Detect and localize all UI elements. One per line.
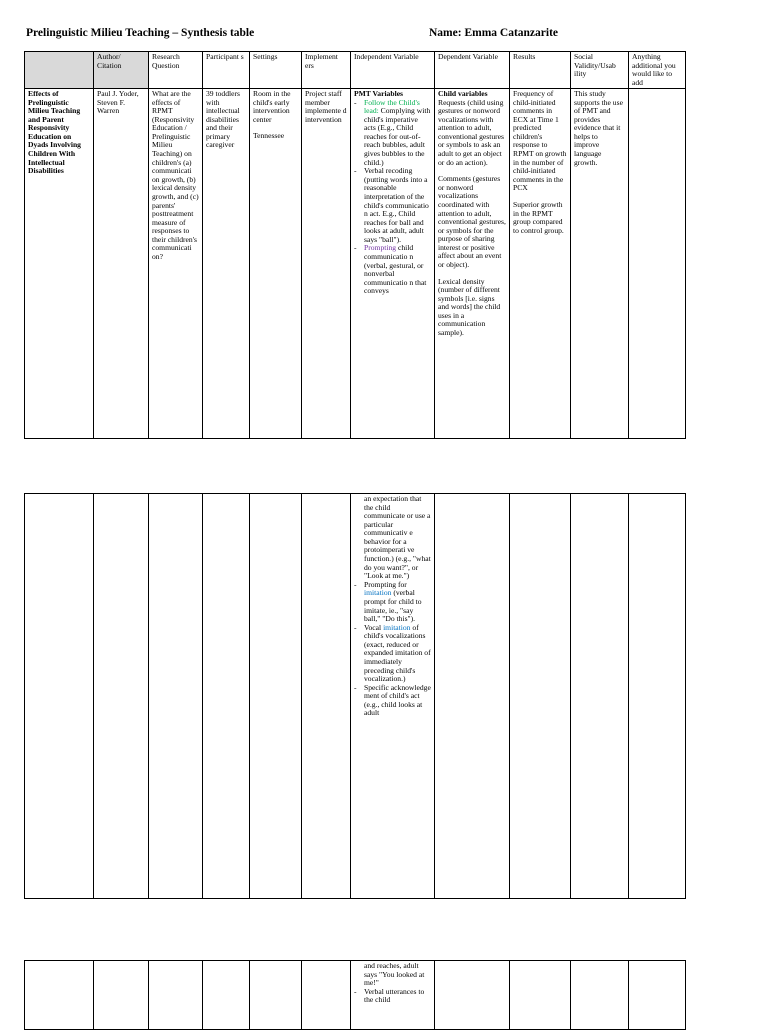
study-title-cell: Effects of Prelinguistic Milieu Teaching and Parent Responsivity Education on Dyads Involving Children With Intellectual Disabilities [25, 89, 94, 439]
header-cell-social-validity: Social Validity/Usab ility [571, 52, 629, 89]
independent-variable-cell [351, 494, 435, 899]
author-cell: Paul J. Yoder, Steven F. Warren [94, 89, 149, 439]
header-cell-results: Results [510, 52, 571, 89]
settings-cell [250, 89, 302, 439]
iv-continuation: and reaches, adult says "You looked at me!" [364, 961, 425, 988]
table-cell [203, 494, 250, 899]
iv-title: PMT Variables [354, 89, 404, 98]
iv-bullet: - Follow the Child's lead: Complying with child's imperative acts (E.g., Child reaches for out-of-reach bubbles, adult gives bubbles to the child.) [354, 97, 431, 167]
table-cell [25, 494, 94, 899]
dependent-variable-cell [435, 89, 510, 439]
header-cell-question: Research Question [149, 52, 203, 89]
table-cell [435, 961, 510, 1030]
synthesis-table-page-1 [24, 51, 686, 439]
header-cell-author: Author/ Citation [94, 52, 149, 89]
results-cell [510, 89, 571, 439]
iv-bullet: - Specific acknowledge ment of child's act (e.g., child looks at adult [354, 682, 431, 718]
iv-bullet: - Prompting child communicatio n (verbal, gestural, or nonverbal communicatio n that conveys [354, 243, 427, 296]
additional-cell [629, 89, 686, 439]
results-growth: Superior growth in the RPMT group compared to control group. [513, 199, 564, 235]
iv-bullet: - Verbal utterances to the child [354, 986, 425, 1005]
iv-follow-lead: Follow the Child's lead: [364, 97, 420, 116]
table-cell [510, 961, 571, 1030]
table-cell [629, 494, 686, 899]
table-cell [510, 494, 571, 899]
synthesis-table-page-2 [24, 493, 686, 899]
question-cell: What are the effects of RPMT (Responsivity Education / Prelinguistic Milieu Teaching) on children's (a) communicati on growth, (b) lexical density growth, and (c) parents' posttreatment measure of responses to their children's communicati on? [149, 89, 203, 439]
table-cell [571, 494, 629, 899]
header-cell-additional: Anything additional you would like to add [629, 52, 686, 89]
table-cell [435, 494, 510, 899]
dv-comments: Comments (gestures or nonword vocalizations coordinated with attention to adult, conventional gestures, or symbols for the purpose of sharing interest or positive affect about an event or object). [438, 174, 506, 269]
participants-cell: 39 toddlers with intellectual disabilities and their primary caregiver [203, 89, 250, 439]
iv-bullet: - Verbal recoding (putting words into a reasonable interpretation of the child's communicatio n act. E.g., Child reaches for ball and looks at adult, adult says "ball"). [354, 166, 429, 244]
iv-bullet: - Vocal imitation of child's vocalizations (exact, reduced or expanded imitation of immediately preceding child's vocalization.) [354, 622, 431, 684]
settings-location: Room in the child's early intervention center [253, 89, 291, 124]
implementers-cell: Project staff member implemente d intervention [302, 89, 351, 439]
table-row [25, 89, 686, 439]
header-cell-settings: Settings [250, 52, 302, 89]
table-cell [302, 961, 351, 1030]
iv-continuation: an expectation that the child communicate or use a particular communicativ e behavior for a protoimperati ve function.) (e.g., "what do you want?", or "Look at me.") [364, 494, 431, 581]
results-frequency: Frequency of child-initiated comments in ECX at Time 1 predicted children's response to RPMT on growth in the number of child-initiated comments in the PCX [513, 89, 567, 193]
social-validity-cell: This study supports the use of PMT and provides evidence that it helps to improve language growth. [571, 89, 629, 439]
header-cell-independent: Independent Variable [351, 52, 435, 89]
table-cell [149, 494, 203, 899]
table-row [25, 961, 686, 1030]
document-header [26, 27, 746, 43]
header-cell-dependent: Dependent Variable [435, 52, 510, 89]
table-cell [25, 961, 94, 1030]
synthesis-table-page-3 [24, 960, 686, 1030]
document-title: Prelinguistic Milieu Teaching – Synthesis table [26, 27, 255, 39]
dv-lexical-density: Lexical density (number of different symbols [i.e. signs and words] the child uses in a communication sample). [438, 276, 501, 338]
table-cell [250, 961, 302, 1030]
table-row [25, 494, 686, 899]
iv-vocal-imitation: imitation [383, 622, 411, 632]
settings-state: Tennessee [253, 131, 285, 141]
iv-bullet: - Prompting for imitation (verbal prompt for child to imitate, ie., "say ball," "Do this"). [354, 579, 422, 624]
dv-requests: Requests (child using gestures or nonword vocalizations with attention to adult, conventional gestures or symbols to ask an adult to get an object or do an action). [438, 97, 505, 167]
independent-variable-cell [351, 89, 435, 439]
table-cell [302, 494, 351, 899]
iv-imitation: imitation [364, 588, 392, 598]
table-cell [250, 494, 302, 899]
table-cell [629, 961, 686, 1030]
independent-variable-cell [351, 961, 435, 1030]
table-cell [571, 961, 629, 1030]
dv-title: Child variables [438, 89, 488, 98]
header-cell-implementers: Implement ers [302, 52, 351, 89]
table-cell [94, 961, 149, 1030]
header-cell-blank [25, 52, 94, 89]
header-cell-participants: Participant s [203, 52, 250, 89]
table-cell [149, 961, 203, 1030]
table-cell [94, 494, 149, 899]
iv-prompting: Prompting [364, 243, 397, 253]
table-cell [203, 961, 250, 1030]
author-name: Name: Emma Catanzarite [429, 27, 559, 39]
table-header-row [25, 52, 686, 89]
